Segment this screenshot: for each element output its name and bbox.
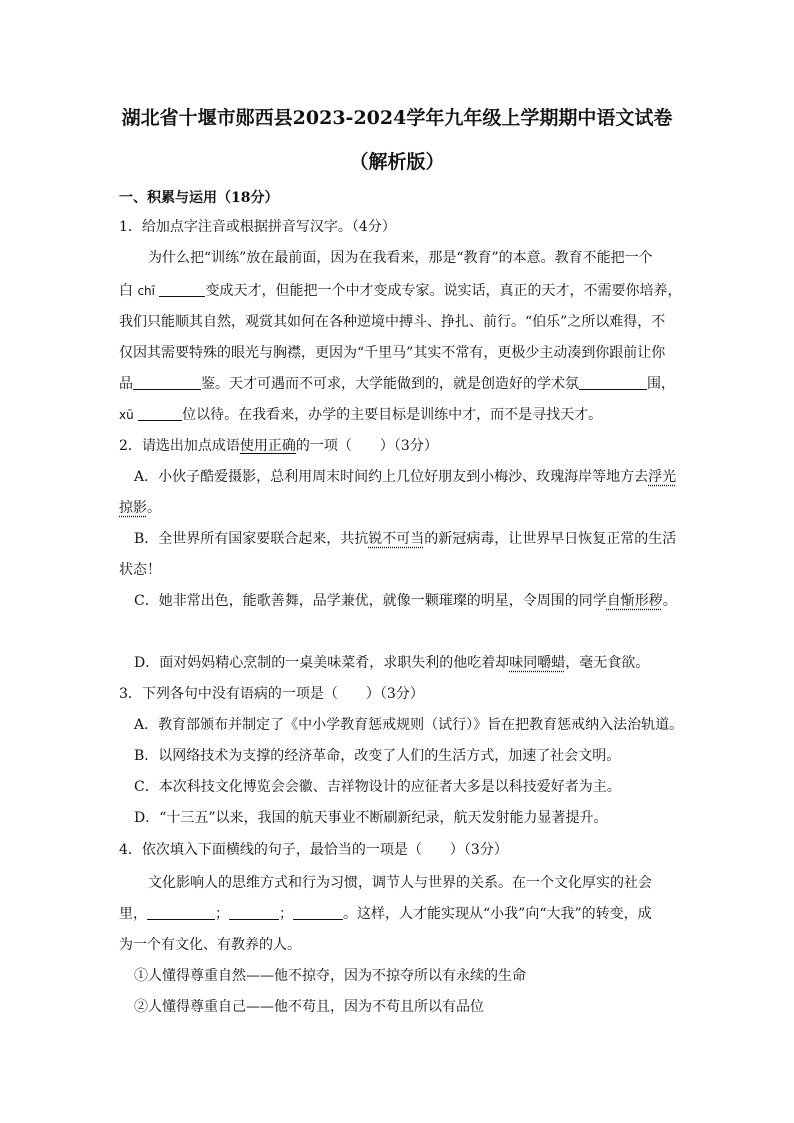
q3-option-a[interactable]: A．教育部颁布并制定了《中小学教育惩戒规则（试行）》旨在把教育惩戒纳入法治轨道。 xyxy=(134,717,684,733)
exam-title: 湖北省十堰市郧西县2023-2024学年九年级上学期期中语文试卷 xyxy=(121,107,673,129)
pinyin-chi: chī xyxy=(137,284,155,298)
q4-sentence-2: ②人懂得尊重自己——他不苟且，因为不苟且所以有品位 xyxy=(134,999,484,1015)
option-text: 。 xyxy=(662,593,677,609)
fill-blank-6[interactable] xyxy=(229,904,279,920)
q1-text: 鉴。天才可遇而不可求，大学能做到的，就是创造好的学术氛 xyxy=(201,376,579,392)
option-text: D．面对妈妈精心烹制的一桌美味菜肴，求职失利的他吃着却 xyxy=(134,655,510,671)
option-text: 。 xyxy=(147,500,161,516)
q1-text: 位以待。在我看来，办学的主要目标是训练中才，而不是寻找天才。 xyxy=(182,407,603,423)
fill-blank-5[interactable] xyxy=(147,904,215,920)
option-text: ，毫无食欲。 xyxy=(565,655,650,671)
idiom-underlined: 味同嚼蜡 xyxy=(509,655,566,671)
q1-stem: 1．给加点字注音或根据拼音写汉字。（4分） xyxy=(119,219,396,235)
q2-stem-underlined: 使用正确 xyxy=(239,438,296,454)
option-text: A．小伙子酷爱摄影，总利用周末时间约上几位好朋友到小梅沙、玫瑰海岸等地方去 xyxy=(134,469,649,485)
q4-text: ； xyxy=(279,906,293,922)
q1-passage-line5 xyxy=(119,374,675,394)
section-heading: 一、积累与运用（18分） xyxy=(119,190,279,206)
q4-text: 里， xyxy=(119,906,147,922)
q2-option-b-cont: 状态！ xyxy=(119,562,161,578)
q1-passage-line1: 为什么把“训练”放在最前面，因为在我看来，那是“教育”的本意。教育不能把一个 xyxy=(148,250,653,266)
exam-subtitle: （解析版） xyxy=(349,151,445,173)
fill-blank-7[interactable] xyxy=(293,904,343,920)
q2-stem-text: 2．请选出加点成语 xyxy=(119,438,240,454)
q4-passage-line2 xyxy=(119,904,652,924)
q2-stem-text: 的一项（ ）（3分） xyxy=(295,438,438,454)
q1-passage-line6 xyxy=(119,405,602,425)
q1-text: 品 xyxy=(119,376,133,392)
q2-stem xyxy=(119,436,438,456)
q2-option-a-cont xyxy=(119,498,161,518)
q1-text: 变成天才，但能把一个中才变成专家。说实话，真正的天才，不需要你培养， xyxy=(205,283,682,299)
q4-text: ； xyxy=(215,906,229,922)
q1-passage-line3: 我们只能顺其自然，观赏其如何在各种逆境中搏斗、挣扎、前行。“伯乐”之所以难得，不 xyxy=(119,314,666,330)
fill-blank-2[interactable] xyxy=(133,374,201,390)
fill-blank-1[interactable] xyxy=(159,281,205,297)
option-text: B．全世界所有国家要联合起来，共抗 xyxy=(134,531,369,547)
q3-option-b[interactable]: B．以网络技术为支撑的经济革命，改变了人们的生活方式，加速了社会文明。 xyxy=(134,748,621,764)
idiom-underlined: 浮光 xyxy=(648,469,677,485)
q1-passage-line4: 仅因其需要特殊的眼光与胸襟，更因为“千里马”其实不常有，更极少主动凑到你跟前让你 xyxy=(119,345,666,361)
q2-option-b[interactable] xyxy=(134,529,676,549)
q4-passage-line3: 为一个有文化、有教养的人。 xyxy=(119,937,301,953)
option-text: 的新冠病毒，让世界早日恢复正常的生活 xyxy=(424,531,677,547)
q2-option-a[interactable] xyxy=(134,467,676,487)
idiom-underlined: 自惭形秽 xyxy=(606,593,663,609)
idiom-underlined: 锐不可当 xyxy=(368,531,425,547)
q4-stem: 4．依次填入下面横线的句子，最恰当的一项是（ ）（3分） xyxy=(119,842,508,858)
idiom-underlined: 掠影 xyxy=(119,500,147,516)
q3-option-d[interactable]: D．“十三五”以来，我国的航天事业不断刷新纪录，航天发射能力显著提升。 xyxy=(134,810,608,826)
option-text: C．她非常出色，能歌善舞，品学兼优，就像一颗璀璨的明星，令周围的同学 xyxy=(134,593,607,609)
fill-blank-3[interactable] xyxy=(579,374,647,390)
q2-option-c[interactable] xyxy=(134,591,677,611)
q4-passage-line1: 文化影响人的思维方式和行为习惯，调节人与世界的关系。在一个文化厚实的社会 xyxy=(148,875,652,891)
q1-text: 白 xyxy=(119,283,138,299)
pinyin-xu: xū xyxy=(119,408,134,422)
q4-sentence-1: ①人懂得尊重自然——他不掠夺，因为不掠夺所以有永续的生命 xyxy=(134,968,526,984)
q3-option-c[interactable]: C．本次科技文化博览会会徽、吉祥物设计的应征者大多是以科技爱好者为主。 xyxy=(134,779,621,795)
q3-stem: 3．下列各句中没有语病的一项是（ ）（3分） xyxy=(119,686,424,702)
q2-option-d[interactable] xyxy=(134,653,649,673)
q1-passage-line2 xyxy=(119,281,681,301)
q1-text: 围， xyxy=(647,376,675,392)
q4-text: 。这样，人才能实现从“小我”向“大我”的转变，成 xyxy=(343,906,652,922)
fill-blank-4[interactable] xyxy=(138,405,182,421)
